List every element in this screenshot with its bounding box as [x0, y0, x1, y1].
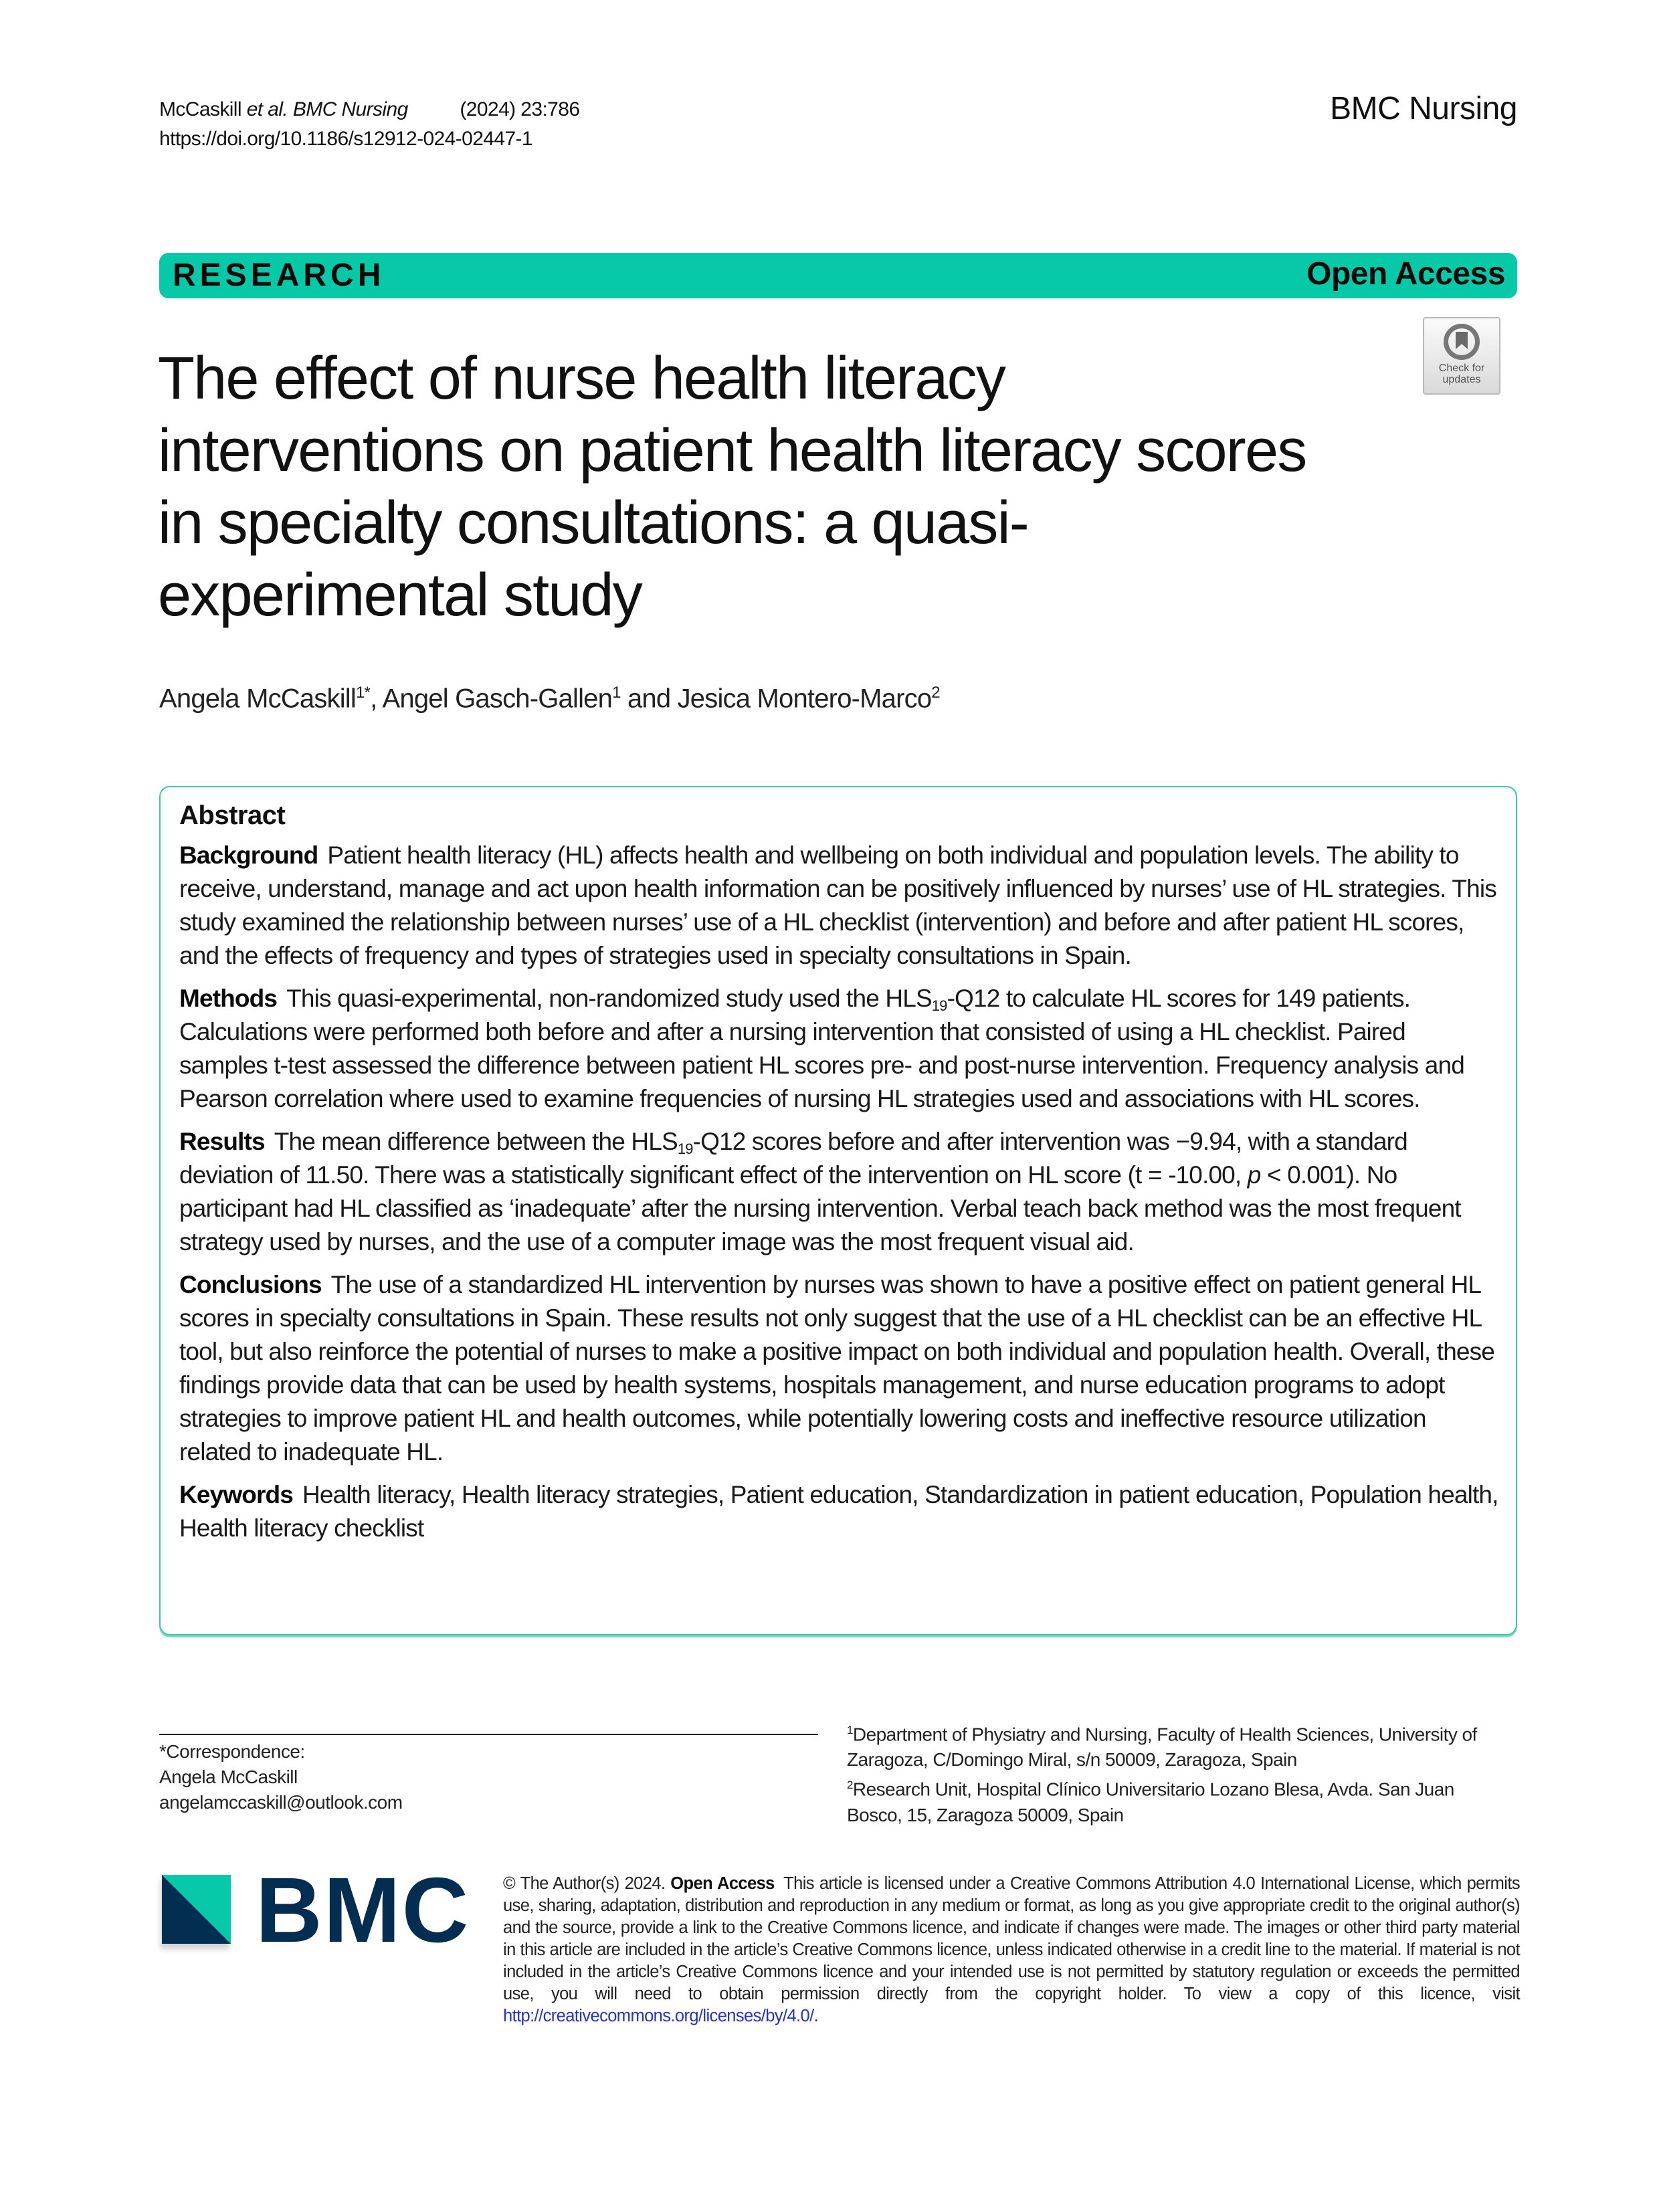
- bookmark-ring-icon: [1444, 324, 1480, 360]
- section-label: Results: [179, 1128, 265, 1155]
- section-label: Conclusions: [179, 1271, 322, 1298]
- section-label: Background: [179, 841, 318, 869]
- correspondence-name: Angela McCaskill: [159, 1767, 298, 1787]
- author-list: Angela McCaskill$^{1*}$, Angel Gasch-Gallen$^1$ and Jesica Montero-Marco$^2$: [159, 684, 940, 714]
- check-for-updates-label: Check for updates: [1438, 363, 1485, 385]
- doi-link[interactable]: https://doi.org/10.1186/s12912-024-02447-1: [159, 128, 533, 150]
- citation-line: [159, 95, 579, 124]
- affiliation-item: $^1$Department of Physiatry and Nursing, Faculty of Health Sciences, University of Zaragoza, C/Domingo Miral, s/n 50009, Zaragoza, Spain: [847, 1724, 1477, 1771]
- abstract-heading: Abstract: [179, 801, 286, 830]
- bmc-logo: [162, 1859, 470, 1962]
- open-access-label: Open Access: [1306, 256, 1505, 292]
- cite-author: McCaskill: [159, 98, 241, 120]
- check-for-updates-button[interactable]: [1423, 317, 1500, 395]
- journal-name: BMC Nursing: [1330, 91, 1517, 126]
- author-affiliation-marker: 1: [612, 684, 621, 702]
- section-text: Patient health literacy (HL) affects health and wellbeing on both individual and population levels. The ability to receive, understand, manage and act upon health information can be positively influenced by nurses’ use of HL strategies. This study examined the relationship between nurses’ use of a HL checklist (intervention) and before and after patient HL scores, and the effects of frequency and types of strategies used in specialty consultations in Spain.: [179, 841, 1496, 969]
- article-type-banner: [159, 253, 1517, 298]
- running-head: [159, 95, 579, 154]
- correspondence-label: *Correspondence:: [159, 1741, 305, 1762]
- bmc-logo-square-icon: [162, 1875, 231, 1944]
- abstract-results: Results The mean difference between the $HLS_{19}-Q12$ scores before and after intervention was −9.94, with a standard deviation of 11.50. There was a statistically significant effect of the intervention on HL score (t = -10.00, p < 0.001). No participant had HL classified as ‘inadequate’ after the nursing intervention. Verbal teach back method was the most frequent strategy used by nurses, and the use of a computer image was the most frequent visual aid.: [179, 1128, 1461, 1255]
- footnote-divider: [159, 1734, 818, 1735]
- cite-etal: et al.: [246, 98, 288, 120]
- abstract-keywords: [179, 1478, 1498, 1545]
- copyright-text: © The Author(s) 2024.: [503, 1874, 666, 1893]
- licence-text: This article is licensed under a Creative Commons Attribution 4.0 International License, which permits use, sharing, adaptation, distribution and reproduction in any medium or format, as long as you give appropriate credit to the original author(s) and the source, provide a link to the Creative Commons licence, and indicate if changes were made. The images or other third party material in this article are included in the article’s Creative Commons licence, unless indicated otherwise in a credit line to the material. If material is not included in the article’s Creative Commons licence and your intended use is not permitted by statutory regulation or exceeds the permitted use, you will need to obtain permission directly from the copyright holder. To view a copy of this licence, visit: [503, 1874, 1520, 2003]
- correspondence-block: [159, 1739, 403, 1815]
- section-text: The use of a standardized HL intervention by nurses was shown to have a positive effect on patient general HL scores in specialty consultations in Spain. These results not only suggest that the use of a HL checklist can be an effective HL tool, but also reinforce the potential of nurses to make a positive impact on both individual and population health. Overall, these findings provide data that can be used by health systems, hospitals management, and nurse education programs to adopt strategies to improve patient HL and health outcomes, while potentially lowering costs and ineffective resource utilization related to inadequate HL.: [179, 1271, 1495, 1466]
- abstract-methods: Methods This quasi-experimental, non-randomized study used the $HLS_{19}-Q12$ to calculate HL scores for 149 patients. Calculations were performed both before and after a nursing intervention that consisted of using a HL checklist. Paired samples t-test assessed the difference between patient HL scores pre- and post-nurse intervention. Frequency analysis and Pearson correlation where used to examine frequencies of nursing HL strategies used and associations with HL scores.: [179, 985, 1464, 1112]
- author-affiliation-marker: 2: [931, 684, 940, 702]
- author-affiliation-marker: 1*: [355, 684, 371, 702]
- affiliations-block: [847, 1718, 1489, 1828]
- licence-link[interactable]: http://creativecommons.org/licenses/by/4.0/: [503, 2007, 814, 2025]
- correspondence-email[interactable]: angelamccaskill@outlook.com: [159, 1792, 403, 1813]
- keywords-text: Health literacy, Health literacy strategies, Patient education, Standardization in patient education, Population health, Health literacy checklist: [179, 1481, 1498, 1542]
- section-label: Methods: [179, 985, 278, 1012]
- affiliation-item: $^2$Research Unit, Hospital Clínico Universitario Lozano Blesa, Avda. San Juan Bosco, 15, Zaragoza 50009, Spain: [847, 1779, 1454, 1825]
- article-type-label: RESEARCH: [173, 258, 385, 293]
- author-name[interactable]: Angela McCaskill: [159, 684, 356, 714]
- article-title: The effect of nurse health literacy interventions on patient health literacy scores in specialty consultations: a quasi-experimental study: [158, 345, 1306, 629]
- open-access-label: Open Access: [670, 1874, 775, 1893]
- author-name[interactable]: Jesica Montero-Marco: [677, 684, 932, 714]
- cite-journal: BMC Nursing: [292, 98, 408, 120]
- abstract-box: [159, 786, 1517, 1635]
- licence-statement: © The Author(s) 2024. Open Access This article is licensed under a Creative Commons Attribution 4.0 International License, which permits use, sharing, adaptation, distribution and reproduction in any medium or format, as long as you give appropriate credit to the original author(s) and the source, provide a link to the Creative Commons licence, and indicate if changes were made. The images or other third party material in this article are included in the article’s Creative Commons licence, unless indicated otherwise in a credit line to the material. If material is not included in the article’s Creative Commons licence and your intended use is not permitted by statutory regulation or exceeds the permitted use, you will need to obtain permission directly from the copyright holder. To view a copy of this licence, visit http://creativecommons.org/licenses/by/4.0/.: [503, 1874, 1520, 2025]
- section-label: Keywords: [179, 1481, 294, 1508]
- abstract-conclusions: [179, 1268, 1498, 1469]
- bmc-logo-text: BMC: [256, 1859, 470, 1962]
- abstract-background: [179, 839, 1498, 973]
- author-name[interactable]: Angel Gasch-Gallen: [382, 684, 613, 714]
- cite-year-volume: (2024) 23:786: [460, 98, 580, 120]
